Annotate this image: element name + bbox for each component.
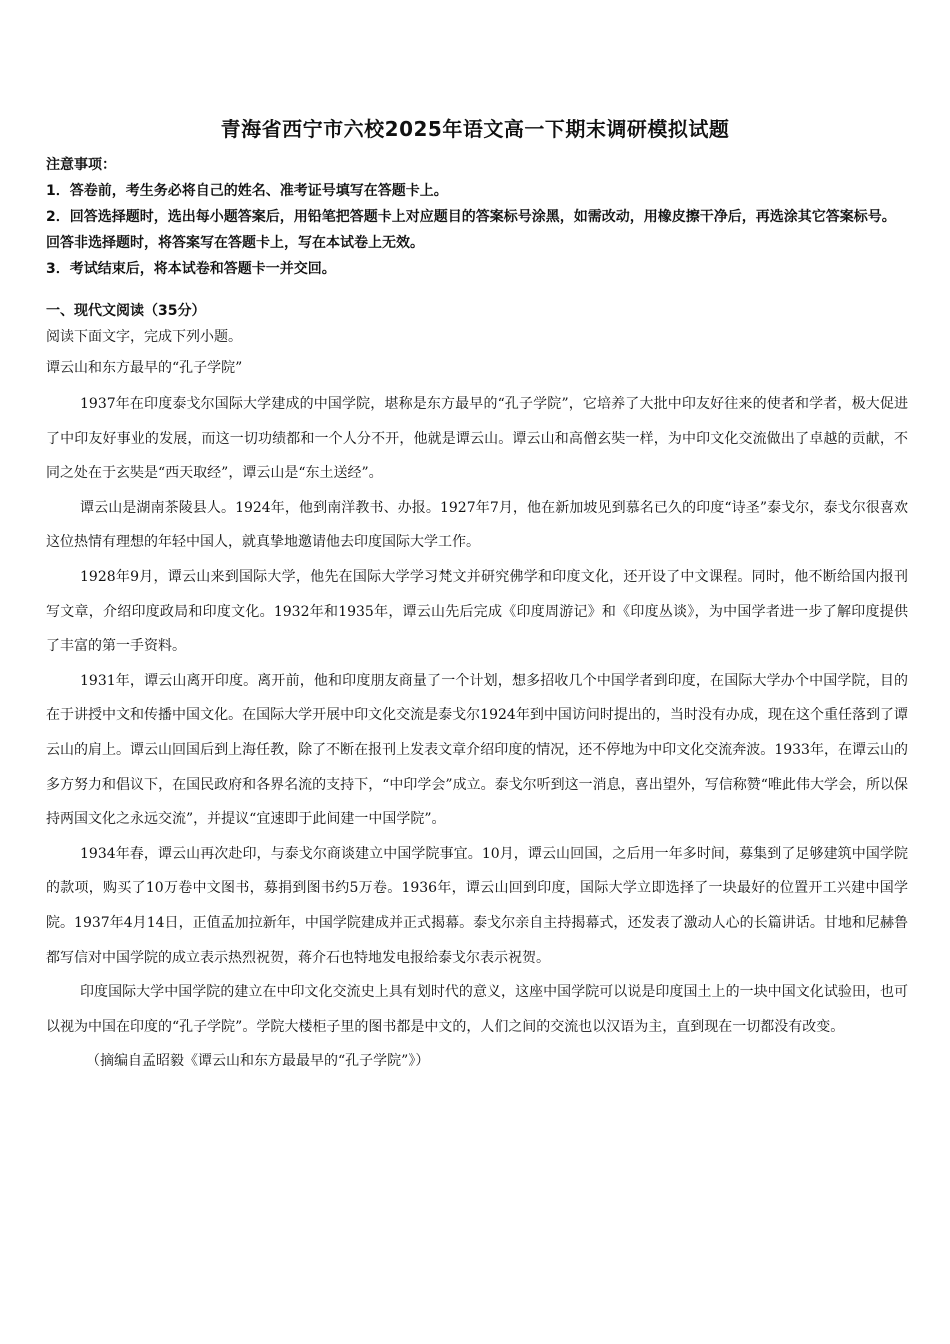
article-source: （摘编自孟昭毅《谭云山和东方最最早的“孔子学院”》） xyxy=(86,1053,430,1070)
notes-item-2: 2．回答选择题时，选出每小题答案后，用铅笔把答题卡上对应题目的答案标号涂黑，如需改动，用橡皮擦干净后，再选涂其它答案标号。回答非选择题时，将答案写在答题卡上，写在本试卷上无效。 xyxy=(46,209,896,251)
article-paragraph-1: 1937年在印度泰戈尔国际大学建成的中国学院，堪称是东方最早的“孔子学院”，它培养了大批中印友好往来的使者和学者，极大促进了中印友好事业的发展，而这一切功绩都和一个人分不开，他就是谭云山。谭云山和高僧玄奘一样，为中印文化交流做出了卓越的贡献，不同之处在于玄奘是“西天取经”，谭云山是“东土送经”。 xyxy=(46,396,908,482)
notes-item-3: 3．考试结束后，将本试卷和答题卡一并交回。 xyxy=(46,261,336,277)
article-paragraph-4: 1931年，谭云山离开印度。离开前，他和印度朋友商量了一个计划，想多招收几个中国学者到印度，在国际大学办个中国学院，目的在于讲授中文和传播中国文化。在国际大学开展中印文化交流是泰戈尔1924年到中国访问时提出的，当时没有办成，现在这个重任落到了谭云山的肩上。谭云山回国后到上海任教，除了不断在报刊上发表文章介绍印度的情况，还不停地为中印文化交流奔波。1933年，在谭云山的多方努力和倡议下，在国民政府和各界名流的支持下，“中印学会”成立。泰戈尔听到这一消息，喜出望外，写信称赞“唯此伟大学会，所以保持两国文化之永远交流”，并提议“宜速即于此间建一中国学院”。 xyxy=(46,672,908,828)
document-title: 青海省西宁市六校2025年语文高一下期末调研模拟试题 xyxy=(220,117,730,141)
article-paragraph-3: 1928年9月，谭云山来到国际大学，他先在国际大学学习梵文并研究佛学和印度文化，还开设了中文课程。同时，他不断给国内报刊写文章，介绍印度政局和印度文化。1932年和1935年，谭云山先后完成《印度周游记》和《印度丛谈》，为中国学者进一步了解印度提供了丰富的第一手资料。 xyxy=(46,568,908,655)
notes-heading: 注意事项： xyxy=(46,157,116,173)
article-paragraph-2: 谭云山是湖南茶陵县人。1924年，他到南洋教书、办报。1927年7月，他在新加坡见到慕名已久的印度“诗圣”泰戈尔，泰戈尔很喜欢这位热情有理想的年轻中国人，就真挚地邀请他去印度国际大学工作。 xyxy=(46,499,908,551)
article-body xyxy=(46,387,908,1079)
section-instruction: 阅读下面文字，完成下列小题。 xyxy=(46,329,242,345)
section-heading: 一、现代文阅读（35分） xyxy=(46,303,206,319)
exam-notes xyxy=(46,152,908,282)
notes-item-1: 1．答卷前，考生务必将自己的姓名、准考证号填写在答题卡上。 xyxy=(46,183,448,199)
article-paragraph-6: 印度国际大学中国学院的建立在中印文化交流史上具有划时代的意义，这座中国学院可以说是印度国土上的一块中国文化试验田，也可以视为中国在印度的“孔子学院”。学院大楼柜子里的图书都是中文的，人们之间的交流也以汉语为主，直到现在一切都没有改变。 xyxy=(46,984,908,1035)
reading-section-header xyxy=(46,298,908,381)
article-title: 谭云山和东方最早的“孔子学院” xyxy=(46,360,243,376)
article-paragraph-5: 1934年春，谭云山再次赴印，与泰戈尔商谈建立中国学院事宜。10月，谭云山回国，之后用一年多时间，募集到了足够建筑中国学院的款项，购买了10万卷中文图书，募捐到图书约5万卷。1936年，谭云山回到印度，国际大学立即选择了一块最好的位置开工兴建中国学院。1937年4月14日，正值孟加拉新年，中国学院建成并正式揭幕。泰戈尔亲自主持揭幕式，还发表了激动人心的长篇讲话。甘地和尼赫鲁都写信对中国学院的成立表示热烈祝贺，蒋介石也特地发电报给泰戈尔表示祝贺。 xyxy=(46,845,908,966)
